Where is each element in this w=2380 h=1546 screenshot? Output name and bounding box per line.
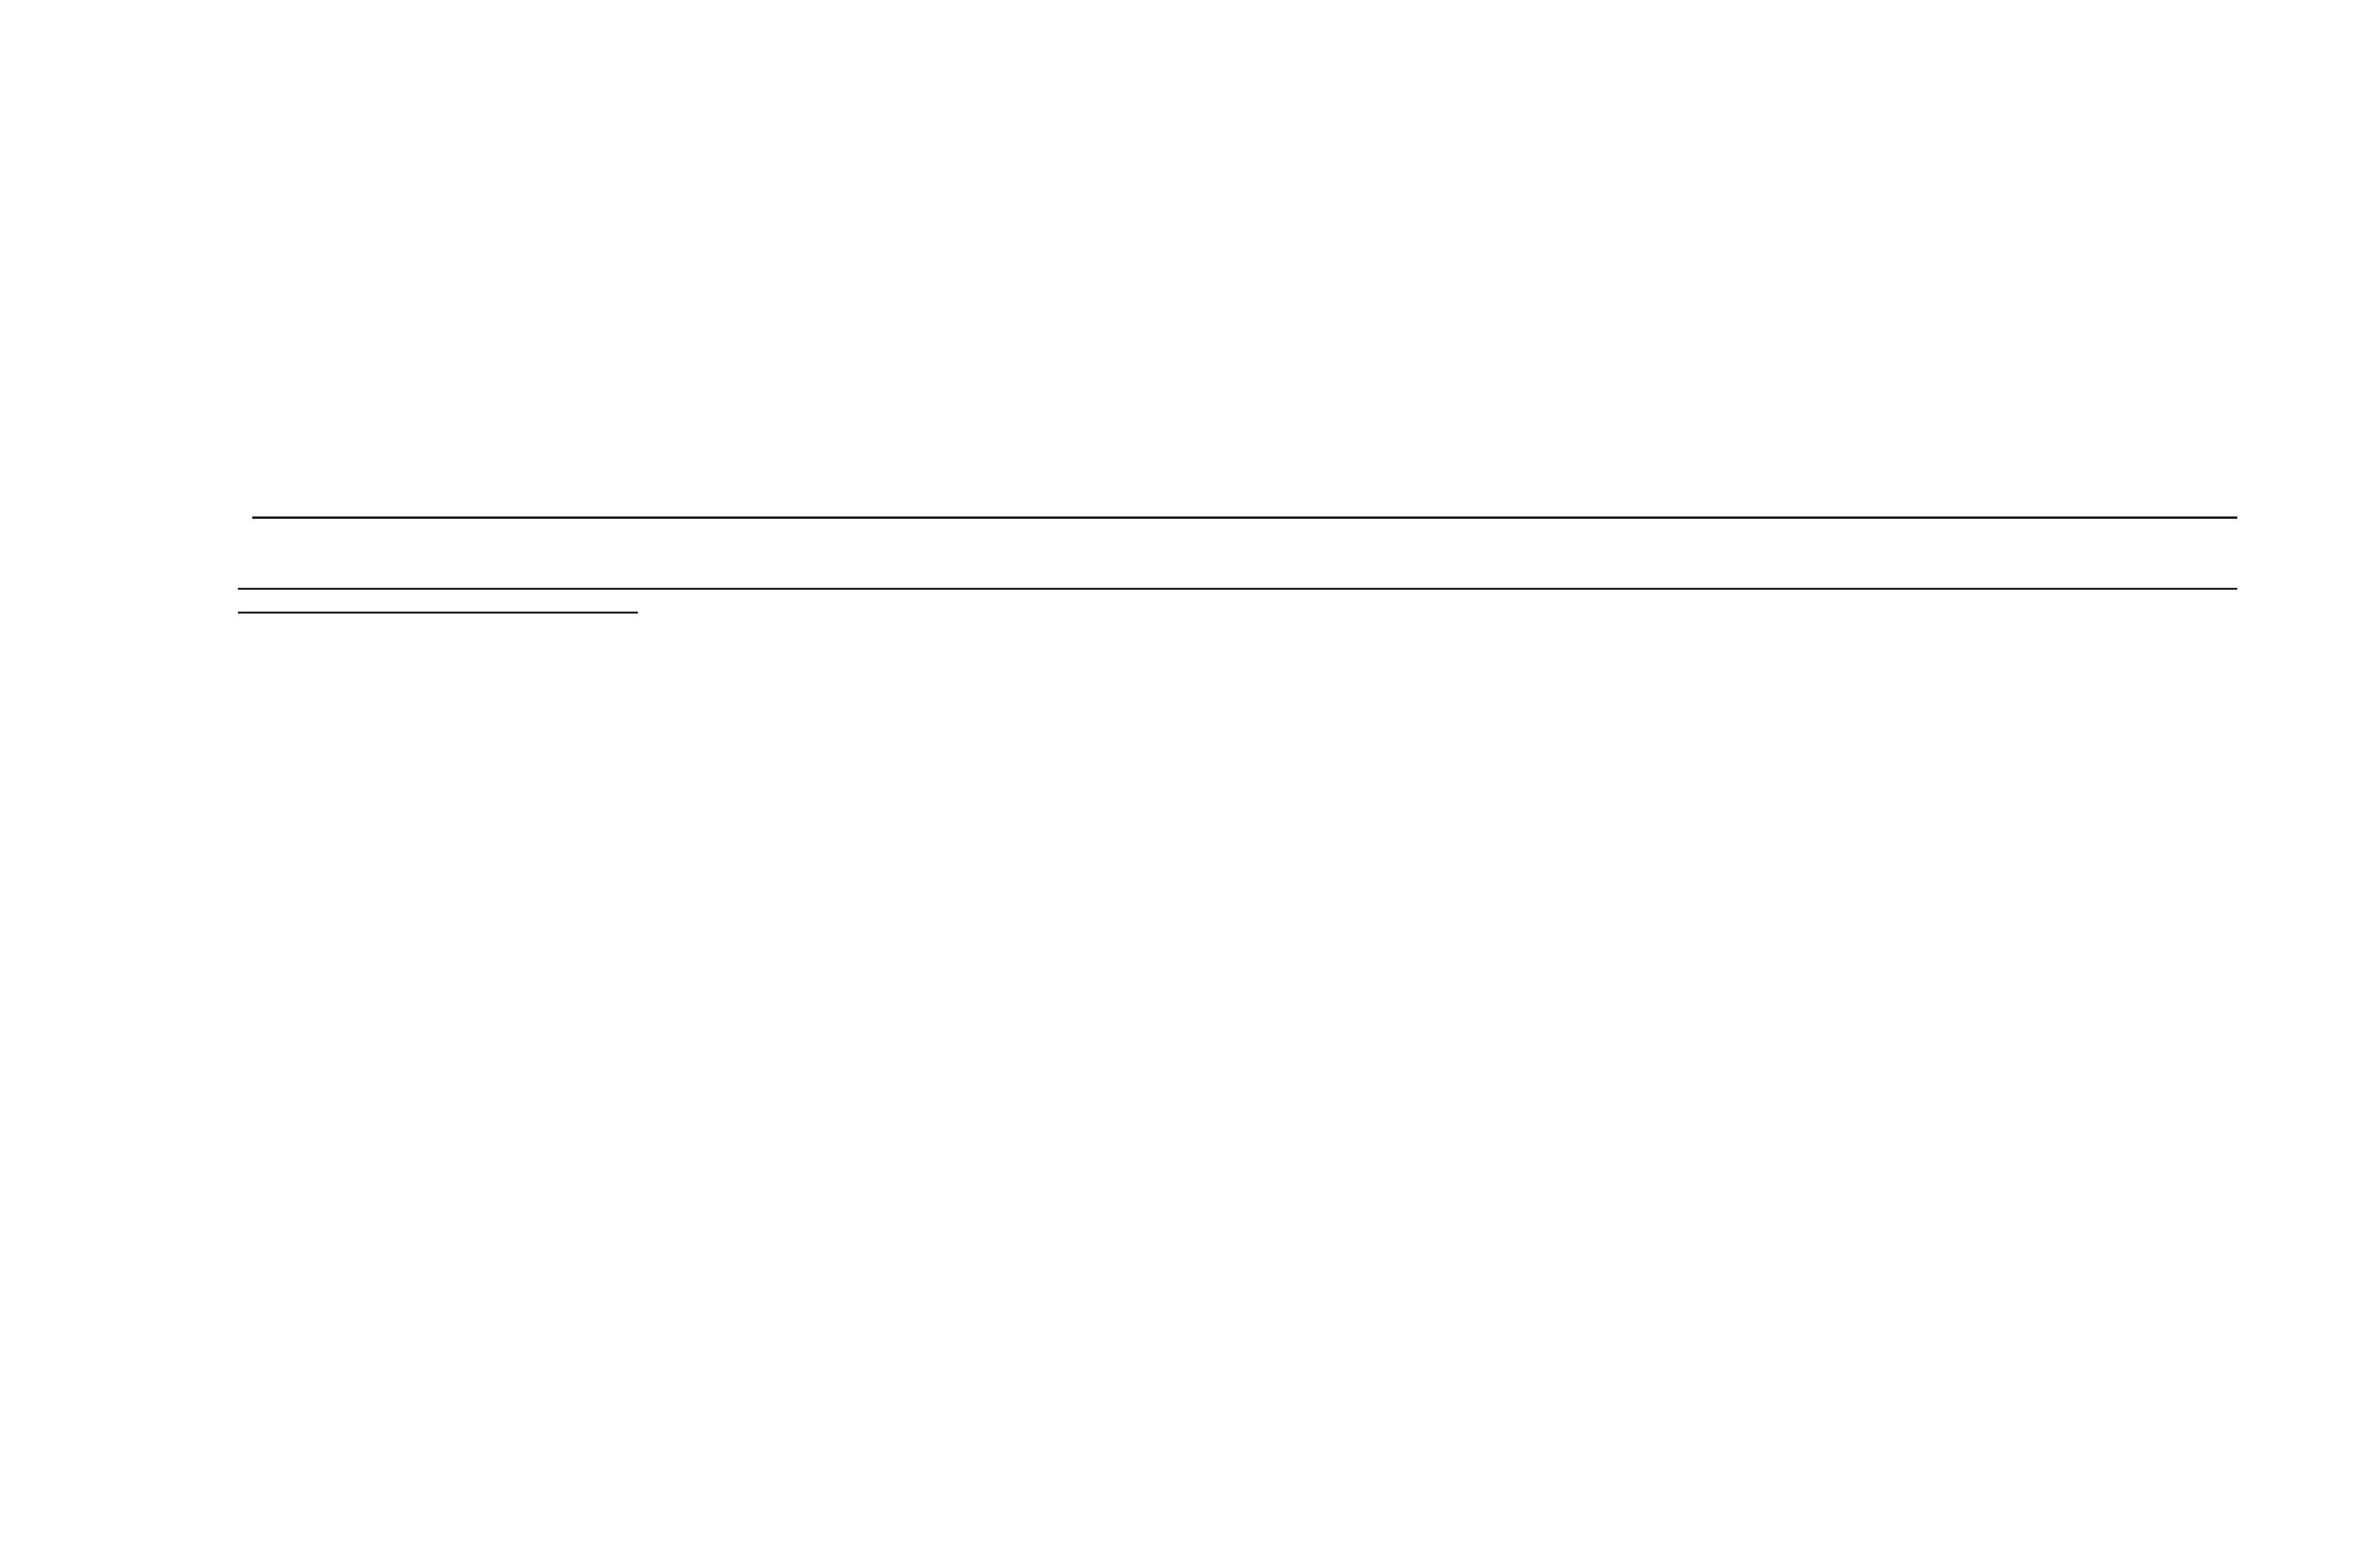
bottom-vote-table — [238, 619, 2237, 1257]
section-rule-bottom — [238, 588, 2237, 590]
header-underline — [238, 612, 638, 614]
top-vote-table — [238, 114, 2237, 509]
section-rule-top — [252, 516, 2237, 519]
